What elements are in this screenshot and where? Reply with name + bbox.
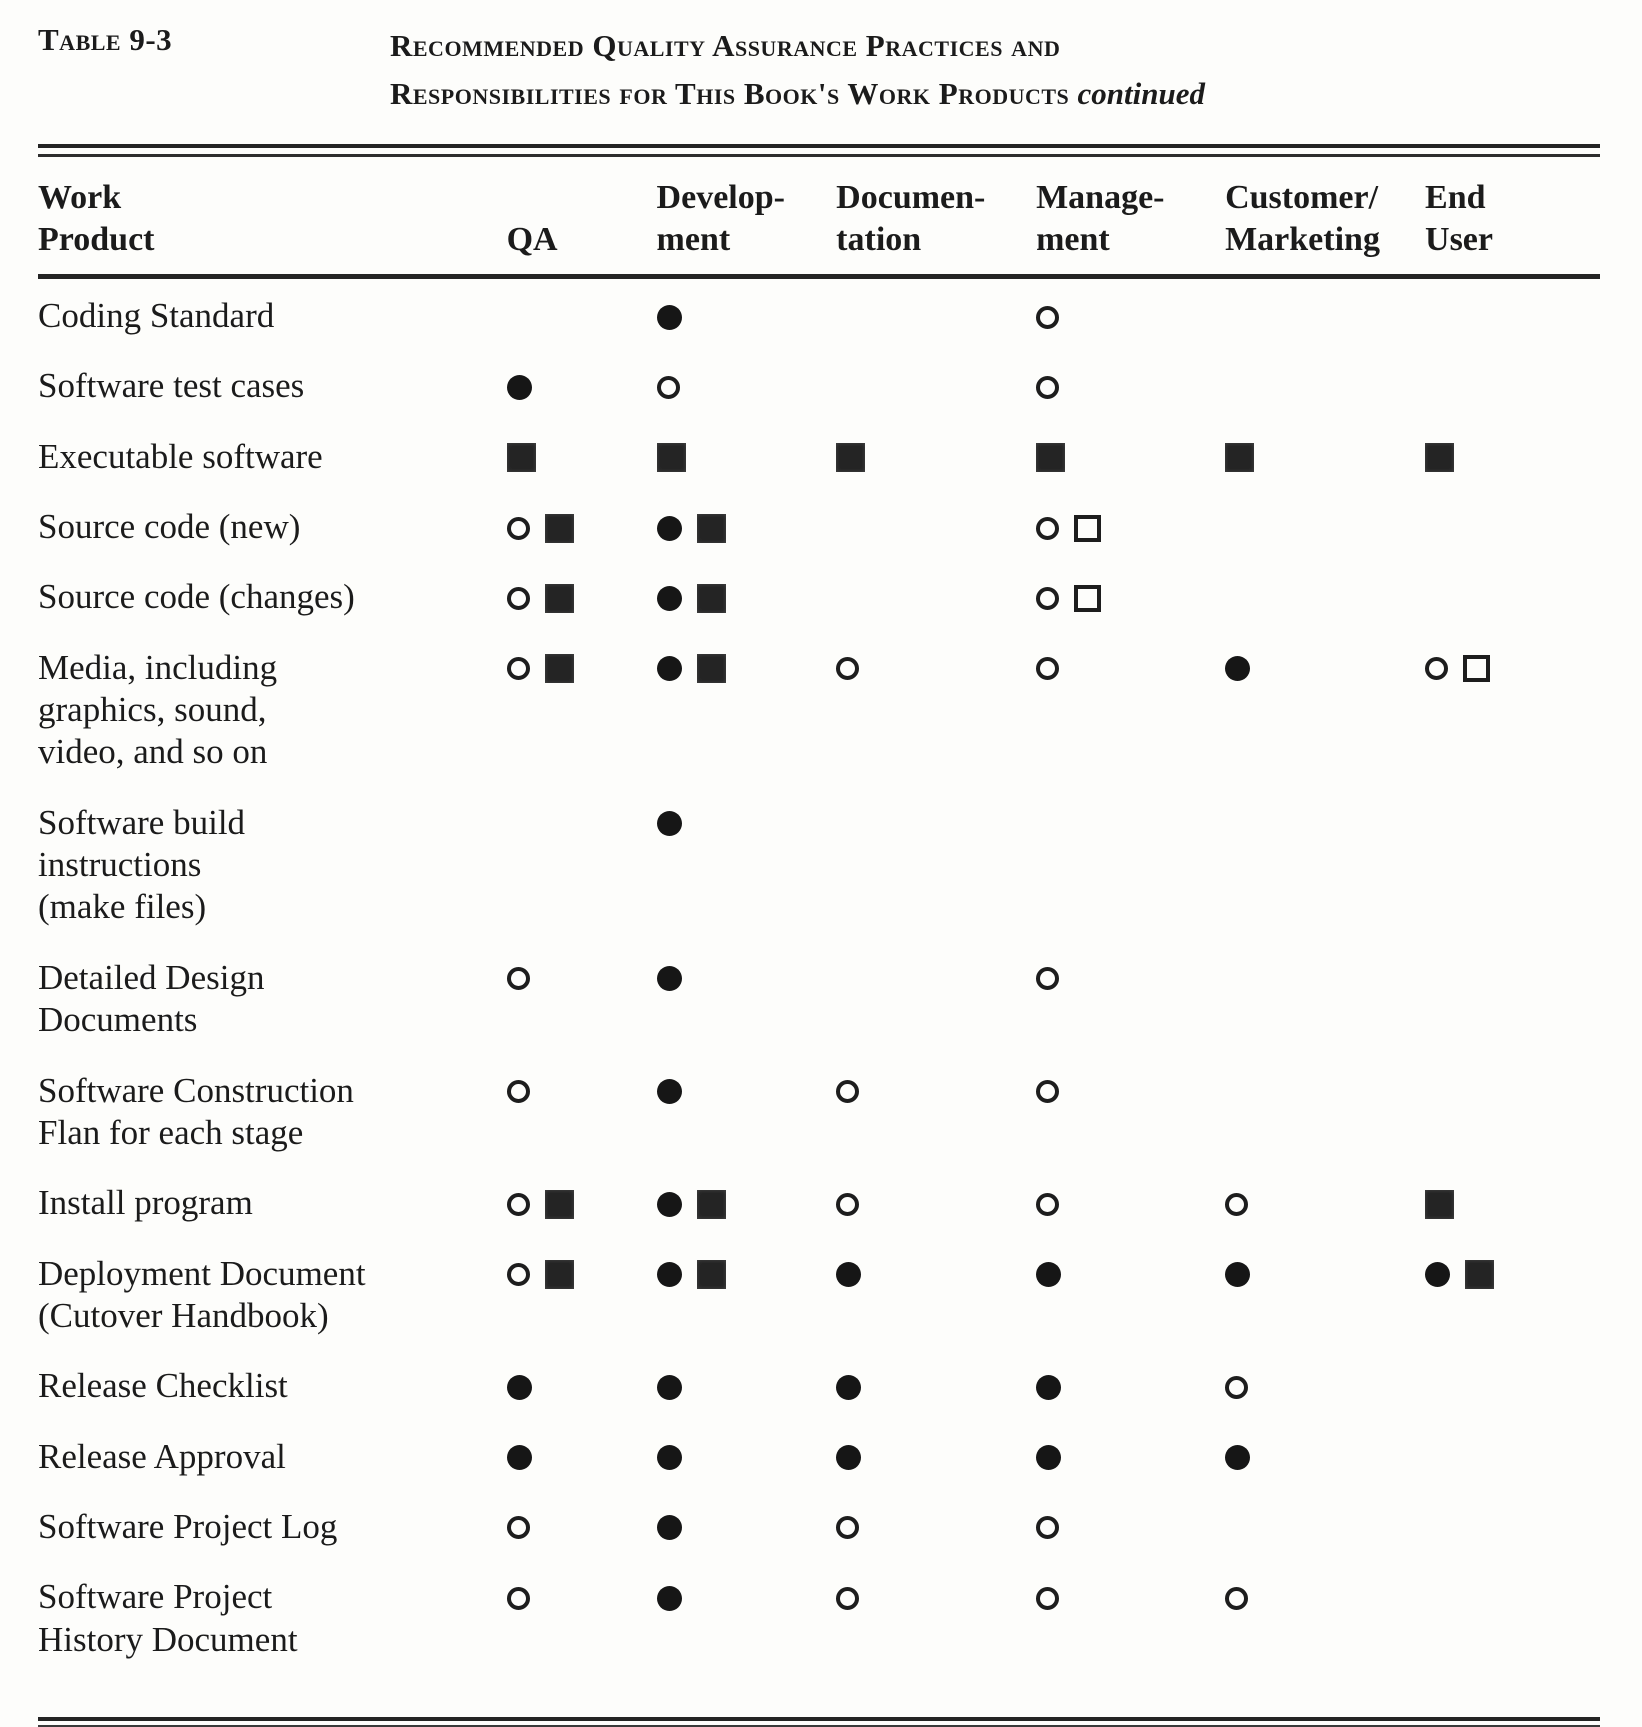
responsibility-cell-qa bbox=[507, 1054, 657, 1167]
table-body bbox=[38, 277, 1600, 1673]
open-circle-icon bbox=[836, 1516, 859, 1539]
filled-circle-icon bbox=[657, 966, 682, 991]
filled-square-icon bbox=[545, 1190, 574, 1219]
work-product-label-line: Release Checklist bbox=[38, 1366, 288, 1406]
responsibility-cell-customer-marketing bbox=[1225, 490, 1425, 560]
responsibility-cell-end-user bbox=[1425, 786, 1600, 941]
open-circle-icon bbox=[507, 587, 530, 610]
responsibility-cell-development bbox=[657, 1420, 837, 1490]
column-header-end-user bbox=[1425, 159, 1600, 276]
responsibility-cell-development bbox=[657, 349, 837, 419]
filled-circle-icon bbox=[1036, 1262, 1061, 1287]
open-circle-icon bbox=[1425, 657, 1448, 680]
table-number-label: Table 9-3 bbox=[38, 22, 173, 57]
responsibility-cell-end-user bbox=[1425, 277, 1600, 350]
work-product-label-line: Source code (new) bbox=[38, 507, 301, 547]
filled-square-icon bbox=[545, 514, 574, 543]
column-header-line: QA bbox=[506, 220, 558, 258]
work-product-label bbox=[38, 349, 507, 419]
work-product-label-line: Software Project Log bbox=[38, 1506, 338, 1546]
table-row bbox=[38, 1349, 1600, 1419]
responsibility-cell-qa bbox=[507, 490, 657, 560]
filled-square-icon bbox=[545, 1260, 574, 1289]
responsibility-cell-qa bbox=[507, 1490, 657, 1560]
open-circle-icon bbox=[1036, 967, 1059, 990]
responsibility-cell-development bbox=[657, 1054, 837, 1167]
work-product-label bbox=[38, 1054, 507, 1167]
work-product-label-line: Install program bbox=[38, 1183, 253, 1223]
responsibility-cell-end-user bbox=[1425, 941, 1600, 1054]
open-circle-icon bbox=[1036, 306, 1059, 329]
responsibility-cell-management bbox=[1036, 1054, 1225, 1167]
filled-circle-icon bbox=[836, 1445, 861, 1470]
column-header-line: Work bbox=[38, 179, 122, 217]
open-circle-icon bbox=[507, 1263, 530, 1286]
work-product-label bbox=[38, 1560, 507, 1673]
open-circle-icon bbox=[1036, 1587, 1059, 1610]
work-product-label-line: Documents bbox=[38, 1000, 198, 1040]
filled-circle-icon bbox=[657, 1079, 682, 1104]
responsibility-cell-management bbox=[1036, 277, 1225, 350]
table-row bbox=[38, 1054, 1600, 1167]
work-product-label-line: Source code (changes) bbox=[38, 577, 355, 617]
work-product-label-line: Media, including bbox=[38, 647, 278, 687]
responsibility-cell-development bbox=[657, 1560, 837, 1673]
responsibility-cell-documentation bbox=[836, 786, 1036, 941]
responsibility-cell-development bbox=[657, 420, 837, 490]
responsibility-cell-end-user bbox=[1425, 1560, 1600, 1673]
filled-circle-icon bbox=[1425, 1262, 1450, 1287]
open-circle-icon bbox=[507, 1587, 530, 1610]
open-circle-icon bbox=[657, 376, 680, 399]
top-double-rule bbox=[38, 144, 1600, 157]
filled-circle-icon bbox=[1036, 1445, 1061, 1470]
responsibility-cell-documentation bbox=[836, 420, 1036, 490]
column-header-line: Product bbox=[38, 220, 155, 258]
responsibility-cell-end-user bbox=[1425, 1490, 1600, 1560]
responsibility-cell-qa bbox=[507, 560, 657, 630]
responsibility-cell-customer-marketing bbox=[1225, 786, 1425, 941]
work-product-label bbox=[38, 420, 507, 490]
responsibility-cell-end-user bbox=[1425, 560, 1600, 630]
work-product-label bbox=[38, 1490, 507, 1560]
responsibility-cell-documentation bbox=[836, 349, 1036, 419]
responsibility-cell-qa bbox=[507, 631, 657, 786]
work-product-label-line: graphics, sound, bbox=[38, 690, 267, 730]
filled-square-icon bbox=[507, 443, 536, 472]
work-product-label bbox=[38, 1166, 507, 1236]
work-product-label bbox=[38, 1420, 507, 1490]
responsibility-cell-customer-marketing bbox=[1225, 1166, 1425, 1236]
filled-circle-icon bbox=[657, 1375, 682, 1400]
column-header-documentation bbox=[836, 159, 1036, 276]
filled-square-icon bbox=[1036, 443, 1065, 472]
filled-circle-icon bbox=[1225, 1262, 1250, 1287]
responsibility-cell-development bbox=[657, 490, 837, 560]
filled-circle-icon bbox=[507, 1445, 532, 1470]
responsibility-cell-end-user bbox=[1425, 1420, 1600, 1490]
responsibility-cell-qa bbox=[507, 420, 657, 490]
work-product-label-line: Software test cases bbox=[38, 366, 305, 406]
responsibility-cell-end-user bbox=[1425, 1237, 1600, 1350]
responsibility-cell-documentation bbox=[836, 560, 1036, 630]
work-product-label-line: Software build bbox=[38, 802, 246, 842]
continued-marker: continued bbox=[1077, 76, 1206, 112]
responsibility-cell-management bbox=[1036, 786, 1225, 941]
table-row bbox=[38, 277, 1600, 350]
responsibility-cell-development bbox=[657, 1490, 837, 1560]
open-circle-icon bbox=[1036, 1193, 1059, 1216]
table-row bbox=[38, 490, 1600, 560]
work-product-label bbox=[38, 786, 507, 941]
open-circle-icon bbox=[1036, 517, 1059, 540]
column-header-work-product bbox=[38, 159, 507, 276]
responsibility-cell-qa bbox=[507, 786, 657, 941]
work-product-label bbox=[38, 631, 507, 786]
responsibility-cell-end-user bbox=[1425, 1054, 1600, 1167]
open-circle-icon bbox=[507, 517, 530, 540]
responsibility-cell-end-user bbox=[1425, 349, 1600, 419]
responsibility-cell-management bbox=[1036, 1490, 1225, 1560]
work-product-label bbox=[38, 490, 507, 560]
responsibility-cell-documentation bbox=[836, 1420, 1036, 1490]
filled-circle-icon bbox=[657, 516, 682, 541]
work-product-label bbox=[38, 941, 507, 1054]
responsibility-cell-management bbox=[1036, 1237, 1225, 1350]
responsibility-cell-customer-marketing bbox=[1225, 631, 1425, 786]
responsibility-cell-end-user bbox=[1425, 1349, 1600, 1419]
responsibility-cell-customer-marketing bbox=[1225, 560, 1425, 630]
work-product-label-line: Flan for each stage bbox=[38, 1112, 304, 1152]
table-title-line2: Responsibilities for This Book's Work Products continued bbox=[390, 76, 1206, 112]
responsibility-cell-development bbox=[657, 941, 837, 1054]
open-circle-icon bbox=[507, 1080, 530, 1103]
column-header-line: Marketing bbox=[1225, 220, 1380, 258]
responsibility-cell-management bbox=[1036, 1166, 1225, 1236]
column-header-line: Manage- bbox=[1036, 179, 1165, 217]
responsibility-cell-management bbox=[1036, 1349, 1225, 1419]
filled-circle-icon bbox=[1225, 1445, 1250, 1470]
table-header bbox=[38, 159, 1600, 276]
responsibility-cell-management bbox=[1036, 1420, 1225, 1490]
table-row bbox=[38, 420, 1600, 490]
open-square-icon bbox=[1463, 655, 1490, 682]
work-product-label-line: (Cutover Handbook) bbox=[38, 1295, 329, 1335]
responsibility-cell-qa bbox=[507, 1420, 657, 1490]
open-circle-icon bbox=[1036, 1516, 1059, 1539]
responsibility-cell-qa bbox=[507, 1560, 657, 1673]
table-row bbox=[38, 560, 1600, 630]
responsibility-cell-management bbox=[1036, 560, 1225, 630]
column-header-management bbox=[1036, 159, 1225, 276]
filled-circle-icon bbox=[657, 656, 682, 681]
open-circle-icon bbox=[507, 1193, 530, 1216]
table-row bbox=[38, 631, 1600, 786]
qa-practices-table bbox=[38, 159, 1600, 1673]
responsibility-cell-documentation bbox=[836, 941, 1036, 1054]
work-product-label-line: Deployment Document bbox=[38, 1253, 366, 1293]
filled-square-icon bbox=[697, 1260, 726, 1289]
open-circle-icon bbox=[1225, 1376, 1248, 1399]
responsibility-cell-development bbox=[657, 786, 837, 941]
open-circle-icon bbox=[1036, 657, 1059, 680]
column-header-line: ment bbox=[656, 220, 731, 258]
open-square-icon bbox=[1074, 515, 1101, 542]
responsibility-cell-documentation bbox=[836, 1560, 1036, 1673]
bottom-double-rule bbox=[38, 1717, 1600, 1727]
column-header-line: Customer/ bbox=[1225, 179, 1379, 217]
filled-circle-icon bbox=[836, 1262, 861, 1287]
filled-circle-icon bbox=[507, 375, 532, 400]
filled-circle-icon bbox=[657, 1586, 682, 1611]
table-row bbox=[38, 1560, 1600, 1673]
filled-square-icon bbox=[657, 443, 686, 472]
responsibility-cell-qa bbox=[507, 277, 657, 350]
responsibility-cell-qa bbox=[507, 1237, 657, 1350]
work-product-label-line: Software Construction bbox=[38, 1070, 354, 1110]
work-product-label bbox=[38, 560, 507, 630]
filled-square-icon bbox=[545, 584, 574, 613]
responsibility-cell-management bbox=[1036, 631, 1225, 786]
column-header-qa bbox=[507, 159, 657, 276]
responsibility-cell-customer-marketing bbox=[1225, 1420, 1425, 1490]
filled-square-icon bbox=[1425, 1190, 1454, 1219]
open-circle-icon bbox=[507, 657, 530, 680]
responsibility-cell-customer-marketing bbox=[1225, 941, 1425, 1054]
filled-square-icon bbox=[1465, 1260, 1494, 1289]
work-product-label bbox=[38, 277, 507, 350]
responsibility-cell-customer-marketing bbox=[1225, 349, 1425, 419]
responsibility-cell-management bbox=[1036, 349, 1225, 419]
work-product-label-line: Coding Standard bbox=[38, 296, 275, 336]
table-row bbox=[38, 786, 1600, 941]
work-product-label bbox=[38, 1237, 507, 1350]
table-row bbox=[38, 1490, 1600, 1560]
filled-circle-icon bbox=[507, 1375, 532, 1400]
responsibility-cell-development bbox=[657, 1166, 837, 1236]
responsibility-cell-customer-marketing bbox=[1225, 1349, 1425, 1419]
open-circle-icon bbox=[1225, 1587, 1248, 1610]
work-product-label-line: Release Approval bbox=[38, 1436, 286, 1476]
responsibility-cell-development bbox=[657, 277, 837, 350]
responsibility-cell-documentation bbox=[836, 490, 1036, 560]
filled-circle-icon bbox=[657, 1515, 682, 1540]
responsibility-cell-development bbox=[657, 560, 837, 630]
filled-square-icon bbox=[697, 1190, 726, 1219]
filled-square-icon bbox=[697, 654, 726, 683]
column-header-customer-marketing bbox=[1225, 159, 1425, 276]
header-row bbox=[38, 159, 1600, 276]
filled-circle-icon bbox=[657, 1192, 682, 1217]
filled-circle-icon bbox=[657, 1445, 682, 1470]
responsibility-cell-customer-marketing bbox=[1225, 1490, 1425, 1560]
table-title bbox=[390, 22, 1600, 118]
filled-circle-icon bbox=[657, 1262, 682, 1287]
responsibility-cell-management bbox=[1036, 420, 1225, 490]
work-product-label-line: Detailed Design bbox=[38, 957, 265, 997]
responsibility-cell-end-user bbox=[1425, 631, 1600, 786]
responsibility-cell-end-user bbox=[1425, 420, 1600, 490]
open-circle-icon bbox=[836, 1080, 859, 1103]
filled-square-icon bbox=[545, 654, 574, 683]
open-circle-icon bbox=[1036, 376, 1059, 399]
open-circle-icon bbox=[836, 1587, 859, 1610]
filled-square-icon bbox=[697, 514, 726, 543]
work-product-label-line: instructions bbox=[38, 845, 202, 885]
work-product-label bbox=[38, 1349, 507, 1419]
table-row bbox=[38, 349, 1600, 419]
work-product-label-line: Software Project bbox=[38, 1577, 273, 1617]
column-header-line: ment bbox=[1036, 220, 1110, 258]
responsibility-cell-customer-marketing bbox=[1225, 1560, 1425, 1673]
filled-circle-icon bbox=[657, 305, 682, 330]
open-circle-icon bbox=[836, 657, 859, 680]
responsibility-cell-development bbox=[657, 1237, 837, 1350]
table-row bbox=[38, 1420, 1600, 1490]
filled-circle-icon bbox=[1036, 1375, 1061, 1400]
open-circle-icon bbox=[836, 1193, 859, 1216]
responsibility-cell-qa bbox=[507, 1349, 657, 1419]
open-circle-icon bbox=[507, 967, 530, 990]
responsibility-cell-qa bbox=[507, 1166, 657, 1236]
column-header-line: End bbox=[1425, 179, 1486, 217]
responsibility-cell-development bbox=[657, 631, 837, 786]
work-product-label-line: video, and so on bbox=[38, 732, 268, 772]
work-product-label-line: History Document bbox=[38, 1619, 298, 1659]
responsibility-cell-documentation bbox=[836, 1349, 1036, 1419]
table-row bbox=[38, 1237, 1600, 1350]
column-header-development bbox=[657, 159, 837, 276]
filled-square-icon bbox=[1425, 443, 1454, 472]
column-header-line: User bbox=[1425, 220, 1493, 258]
filled-square-icon bbox=[1225, 443, 1254, 472]
open-circle-icon bbox=[1036, 587, 1059, 610]
filled-square-icon bbox=[836, 443, 865, 472]
responsibility-cell-documentation bbox=[836, 1237, 1036, 1350]
responsibility-cell-end-user bbox=[1425, 490, 1600, 560]
filled-circle-icon bbox=[657, 811, 682, 836]
responsibility-cell-documentation bbox=[836, 1166, 1036, 1236]
column-header-line: tation bbox=[836, 220, 922, 258]
open-square-icon bbox=[1074, 585, 1101, 612]
table-title-line1: Recommended Quality Assurance Practices and bbox=[390, 28, 1061, 63]
responsibility-cell-development bbox=[657, 1349, 837, 1419]
responsibility-cell-management bbox=[1036, 1560, 1225, 1673]
filled-square-icon bbox=[697, 584, 726, 613]
responsibility-cell-end-user bbox=[1425, 1166, 1600, 1236]
responsibility-cell-customer-marketing bbox=[1225, 277, 1425, 350]
column-header-line: Documen- bbox=[836, 179, 986, 217]
open-circle-icon bbox=[1036, 1080, 1059, 1103]
open-circle-icon bbox=[507, 1516, 530, 1539]
filled-circle-icon bbox=[1225, 656, 1250, 681]
responsibility-cell-documentation bbox=[836, 1054, 1036, 1167]
open-circle-icon bbox=[1225, 1193, 1248, 1216]
column-header-line: Develop- bbox=[656, 179, 785, 217]
table-row bbox=[38, 1166, 1600, 1236]
responsibility-cell-customer-marketing bbox=[1225, 420, 1425, 490]
responsibility-cell-documentation bbox=[836, 277, 1036, 350]
responsibility-cell-documentation bbox=[836, 1490, 1036, 1560]
work-product-label-line: Executable software bbox=[38, 436, 323, 476]
responsibility-cell-documentation bbox=[836, 631, 1036, 786]
filled-circle-icon bbox=[836, 1375, 861, 1400]
responsibility-cell-qa bbox=[507, 349, 657, 419]
responsibility-cell-management bbox=[1036, 490, 1225, 560]
work-product-label-line: (make files) bbox=[38, 887, 207, 927]
table-caption bbox=[38, 22, 1600, 118]
table-row bbox=[38, 941, 1600, 1054]
responsibility-cell-customer-marketing bbox=[1225, 1054, 1425, 1167]
responsibility-cell-management bbox=[1036, 941, 1225, 1054]
filled-circle-icon bbox=[657, 586, 682, 611]
responsibility-cell-customer-marketing bbox=[1225, 1237, 1425, 1350]
responsibility-cell-qa bbox=[507, 941, 657, 1054]
